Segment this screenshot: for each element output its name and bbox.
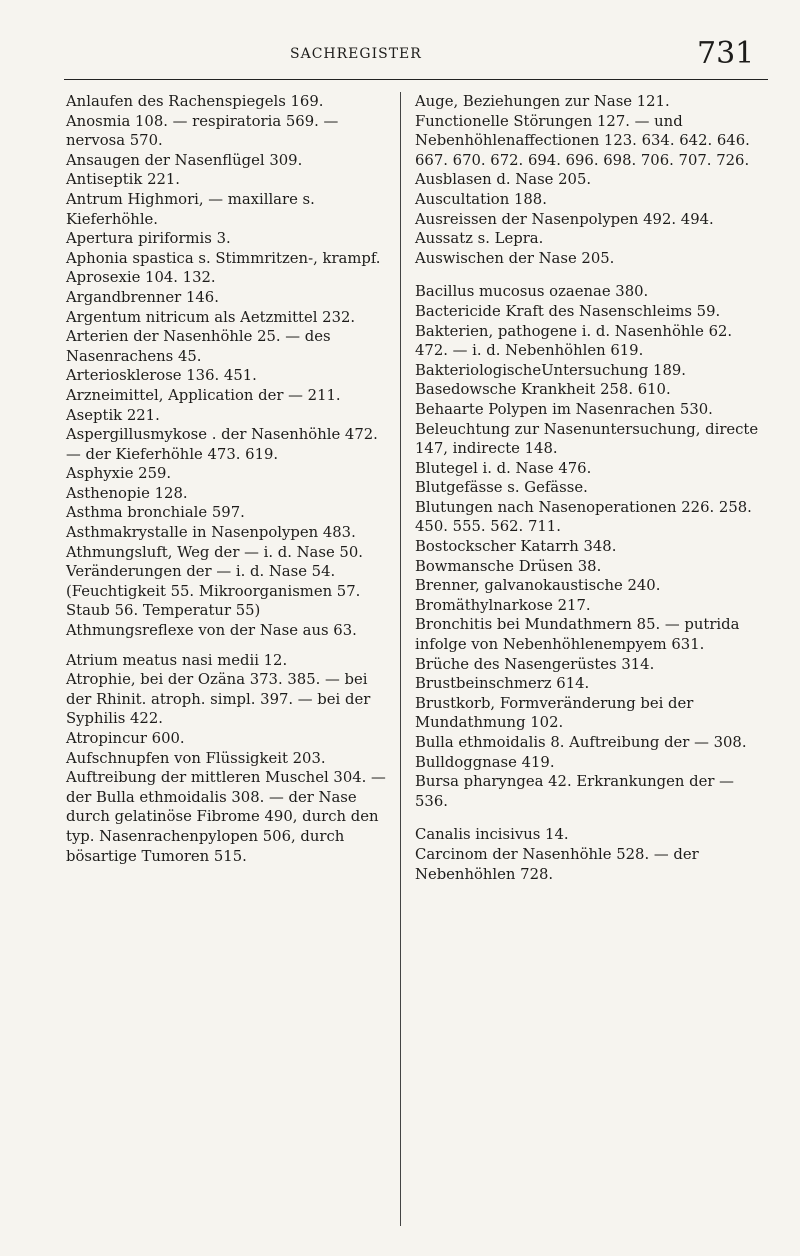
index-entry: Aussatz s. Lepra. [415,230,544,248]
index-entry: Athmungsreflexe von der Nase aus 63. [66,622,357,640]
running-head: SACHREGISTER [290,46,422,62]
index-entry: Blutegel i. d. Nase 476. [415,459,592,477]
index-entry: Antrum Highmori, — maxillare s. Kieferhöhle. [66,190,315,228]
index-entry: Ausreissen der Nasenpolypen 492. 494. [415,210,714,228]
index-entry: Argandbrenner 146. [66,288,219,306]
index-entry: Athmungsluft, Weg der — i. d. Nase 50. Veränderungen der — i. d. Nase 54. (Feuchtigkeit 55. Mikroorganismen 57. Staub 56. Temperatur 55) [66,543,363,620]
index-entry: Aprosexie 104. 132. [66,269,216,287]
index-entry: Beleuchtung zur Nasenuntersuchung, directe 147, indirecte 148. [415,420,759,458]
index-entry: Bursa pharyngea 42. Erkrankungen der — 536. [415,773,734,810]
index-entry: Antiseptik 221. [66,171,181,189]
index-entry: Anlaufen des Rachenspiegels 169. [66,93,324,110]
index-entry: Carcinom der Nasenhöhle 528. — der Nebenhöhlen 728. [415,845,699,883]
index-entry: Asthma bronchiale 597. [66,504,245,522]
index-entry: Auftreibung der mittleren Muschel 304. — der Bulla ethmoidalis 308. — der Nase durch gelatinöse Fibrome 490, durch den typ. Nasenrachenpylopen 506, durch bösartige Tumoren 515. [66,769,386,865]
index-column-left [66,92,392,866]
index-entry: Ausblasen d. Nase 205. [415,171,592,189]
header-rule [64,79,768,80]
index-column-right [415,92,765,884]
index-entry: Bulldoggnase 419. [415,753,555,771]
index-entry: Brustkorb, Formveränderung bei der Mundathmung 102. [415,694,694,732]
page-header [0,0,800,80]
index-entry: Bromäthylnarkose 217. [415,596,591,614]
index-entry: Auswischen der Nase 205. [415,249,615,267]
index-entry: Bacillus mucosus ozaenae 380. [415,283,649,301]
index-entry: Bakterien, pathogene i. d. Nasenhöhle 62. 472. — i. d. Nebenhöhlen 619. [415,322,733,360]
page-number: 731 [697,36,755,71]
index-entry: Aufschnupfen von Flüssigkeit 203. [66,749,326,767]
index-entry: Bostockscher Katarrh 348. [415,538,617,556]
index-entry: Asthmakrystalle in Nasenpolypen 483. [66,524,356,542]
index-entry: Apertura piriformis 3. [66,230,231,248]
index-entry: Basedowsche Krankheit 258. 610. [415,381,671,399]
index-entry: Aseptik 221. [66,406,160,424]
index-entry: Arterien der Nasenhöhle 25. — des Nasenrachens 45. [66,328,331,365]
index-entry: Auge, Beziehungen zur Nase 121. Functionelle Störungen 127. — und Nebenhöhlenaffectionen 123. 634. 642. 646. 667. 670. 672. 694. 696. 698. 706. 707. 726. [415,93,750,169]
index-entry: Ansaugen der Nasenflügel 309. [66,151,303,169]
index-entry: Bulla ethmoidalis 8. Auftreibung der — 308. [415,734,747,751]
index-entry: Anosmia 108. — respiratoria 569. — nervosa 570. [66,112,339,150]
index-entry: Aspergillusmykose . der Nasenhöhle 472. — der Kieferhöhle 473. 619. [66,426,378,463]
index-entry: Asphyxie 259. [66,465,172,483]
index-entry: Atropincur 600. [66,730,185,747]
index-entry: Bowmansche Drüsen 38. [415,557,602,575]
index-entry: Atrium meatus nasi medii 12. [66,651,288,669]
index-entry: Asthenopie 128. [66,484,188,502]
index-entry: BakteriologischeUntersuchung 189. [415,361,686,379]
column-divider [400,92,401,1226]
index-entry: Brenner, galvanokaustische 240. [415,577,661,595]
index-entry: Argentum nitricum als Aetzmittel 232. [66,308,356,326]
index-entry: Arzneimittel, Application der — 211. [66,386,341,404]
index-entry: Behaarte Polypen im Nasenrachen 530. [415,400,713,418]
index-entry: Brüche des Nasengerüstes 314. [415,655,655,673]
index-entry: Canalis incisivus 14. [415,826,569,844]
index-entry: Bactericide Kraft des Nasenschleims 59. [415,302,721,320]
index-entry: Bronchitis bei Mundathmern 85. — putrida infolge von Nebenhöhlenempyem 631. [415,616,740,654]
index-entry: Atrophie, bei der Ozäna 373. 385. — bei der Rhinit. atroph. simpl. 397. — bei der Syphilis 422. [66,671,371,728]
index-entry: Auscultation 188. [415,190,547,208]
index-entry: Aphonia spastica s. Stimmritzen-, krampf. [66,249,381,267]
index-entry: Brustbeinschmerz 614. [415,675,590,693]
index-entry: Blutgefässe s. Gefässe. [415,479,588,497]
index-entry: Arteriosklerose 136. 451. [66,367,257,385]
index-entry: Blutungen nach Nasenoperationen 226. 258. 450. 555. 562. 711. [415,498,752,536]
